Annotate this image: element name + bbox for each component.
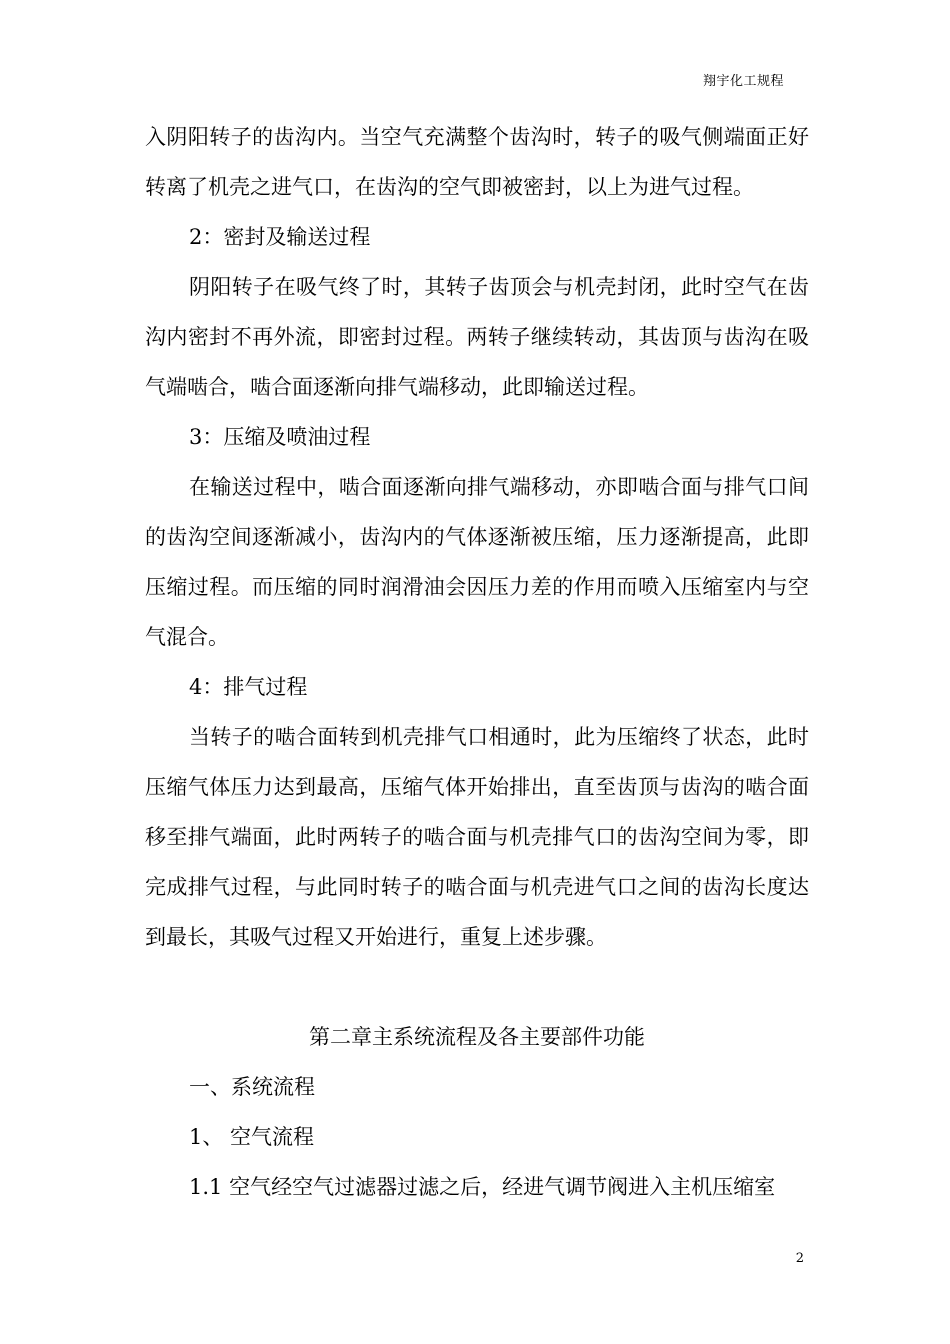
document-body <box>145 112 809 1212</box>
paragraph-sealing-conveying: 阴阳转子在吸气终了时，其转子齿顶会与机壳封闭，此时空气在齿沟内密封不再外流，即密封过程。两转子继续转动，其齿顶与齿沟在吸气端啮合，啮合面逐渐向排气端移动，此即输送过程。 <box>145 275 809 399</box>
heading-compression-oil-injection: 3：压缩及喷油过程 <box>189 425 371 449</box>
subsection-heading-air-flow: 1、 空气流程 <box>189 1125 315 1149</box>
paragraph-air-flow: 1.1 空气经空气过滤器过滤之后，经进气调节阀进入主机压缩室 <box>189 1175 776 1199</box>
page-number: 2 <box>795 1251 804 1266</box>
paragraph-intake-end: 入阴阳转子的齿沟内。当空气充满整个齿沟时，转子的吸气侧端面正好转离了机壳之进气口，在齿沟的空气即被密封，以上为进气过程。 <box>145 125 809 199</box>
heading-discharge: 4：排气过程 <box>189 675 308 699</box>
paragraph-discharge: 当转子的啮合面转到机壳排气口相通时，此为压缩终了状态，此时压缩气体压力达到最高，压缩气体开始排出，直至齿顶与齿沟的啮合面移至排气端面，此时两转子的啮合面与机壳排气口的齿沟空间为零，即完成排气过程，与此同时转子的啮合面与机壳进气口之间的齿沟长度达到最长，其吸气过程又开始进行，重复上述步骤。 <box>145 725 809 949</box>
section-heading-system-flow: 一、系统流程 <box>189 1075 315 1099</box>
heading-sealing-conveying: 2：密封及输送过程 <box>189 225 371 249</box>
paragraph-compression-oil-injection: 在输送过程中，啮合面逐渐向排气端移动，亦即啮合面与排气口间的齿沟空间逐渐减小，齿沟内的气体逐渐被压缩，压力逐渐提高，此即压缩过程。而压缩的同时润滑油会因压力差的作用而喷入压缩室内与空气混合。 <box>145 475 809 649</box>
chapter-title: 第二章主系统流程及各主要部件功能 <box>309 1025 645 1049</box>
page-header: 翔宇化工规程 <box>702 74 784 89</box>
